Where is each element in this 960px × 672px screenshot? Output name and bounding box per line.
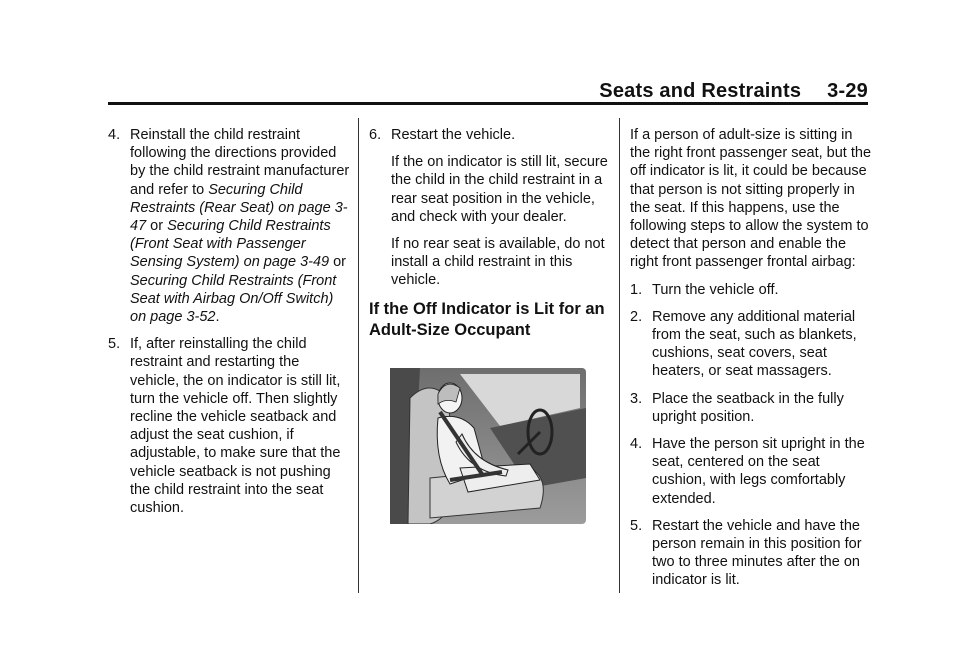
page-number: 3-29 [827, 80, 868, 102]
item-number: 4. [630, 436, 643, 453]
item-text: Remove any additional material from the seat, such as blankets, cushions, seat covers, seat heaters, or seat massagers. [652, 308, 857, 380]
section-heading: If the Off Indicator is Lit for an Adult-Size Occupant [369, 299, 605, 339]
list-item-6 [369, 126, 611, 144]
cross-reference-front-seat-switch: Securing Child Restraints (Front Seat with Airbag On/Off Switch) on page 3-52 [130, 272, 337, 326]
item-number: 3. [630, 390, 643, 407]
adult-occupant-illustration [390, 368, 586, 524]
item-number: 5. [630, 517, 643, 534]
item-number: 5. [108, 336, 121, 353]
column-divider-2 [619, 118, 620, 593]
header-rule [108, 102, 868, 105]
item-text: Have the person sit upright in the seat, centered on the seat cushion, with legs comfortably extended. [652, 436, 865, 507]
item-text: or [146, 218, 168, 235]
item-text: Turn the vehicle off. [652, 281, 779, 298]
item-text: Place the seatback in the fully upright position. [652, 390, 844, 425]
item-text: Reinstall the child restraint following the directions provided by the child restraint manufacturer and refer to [130, 127, 350, 198]
paragraph: If no rear seat is available, do not install a child restraint in this vehicle. [391, 236, 605, 289]
item-number: 2. [630, 308, 643, 325]
list-item [630, 517, 872, 590]
column-3 [630, 126, 872, 599]
list-item-5 [108, 335, 350, 517]
list-item [630, 435, 872, 508]
paragraph: If the on indicator is still lit, secure the child in the child restraint in a rear seat position in the vehicle, and check with your dealer. [391, 154, 608, 225]
item-number: 6. [369, 127, 382, 143]
page-header [108, 80, 868, 102]
list-item [630, 308, 872, 381]
list-item [630, 390, 872, 426]
item-text: Restart the vehicle and have the person remain in this position for two to three minutes after the on indicator is lit. [652, 517, 862, 589]
item-text: If, after reinstalling the child restraint and restarting the vehicle, the on indicator is still lit, turn the vehicle off. Then slightly recline the vehicle seatback and adjust the seat cushion, if adjustable, to make sure that the vehicle seatback is not pushing the child restraint into the seat cushion. [130, 336, 341, 517]
item-number: 1. [630, 281, 643, 298]
header-title [599, 80, 868, 103]
list-item-4 [108, 126, 350, 326]
item-text: or [329, 254, 347, 271]
intro-paragraph: If a person of adult-size is sitting in the right front passenger seat, but the off indicator is lit, it could be because that person is not sitting properly in the seat. If this happens, use the following steps to allow the system to detect that person and enable the right front passenger frontal airbag: [630, 127, 872, 271]
cross-reference-rear-seat: Securing Child Restraints (Rear Seat) on page 3-47 [130, 181, 348, 235]
item-text: Restart the vehicle. [391, 127, 516, 143]
column-1 [108, 126, 350, 526]
item-number: 4. [108, 127, 121, 143]
item-text: . [215, 309, 220, 326]
section-title: Seats and Restraints [599, 80, 802, 102]
column-2 [369, 126, 611, 353]
cross-reference-front-seat-sensing: Securing Child Restraints (Front Seat with Passenger Sensing System) on page 3-49 [130, 218, 331, 271]
list-item [630, 281, 872, 299]
column-divider-1 [358, 118, 359, 593]
